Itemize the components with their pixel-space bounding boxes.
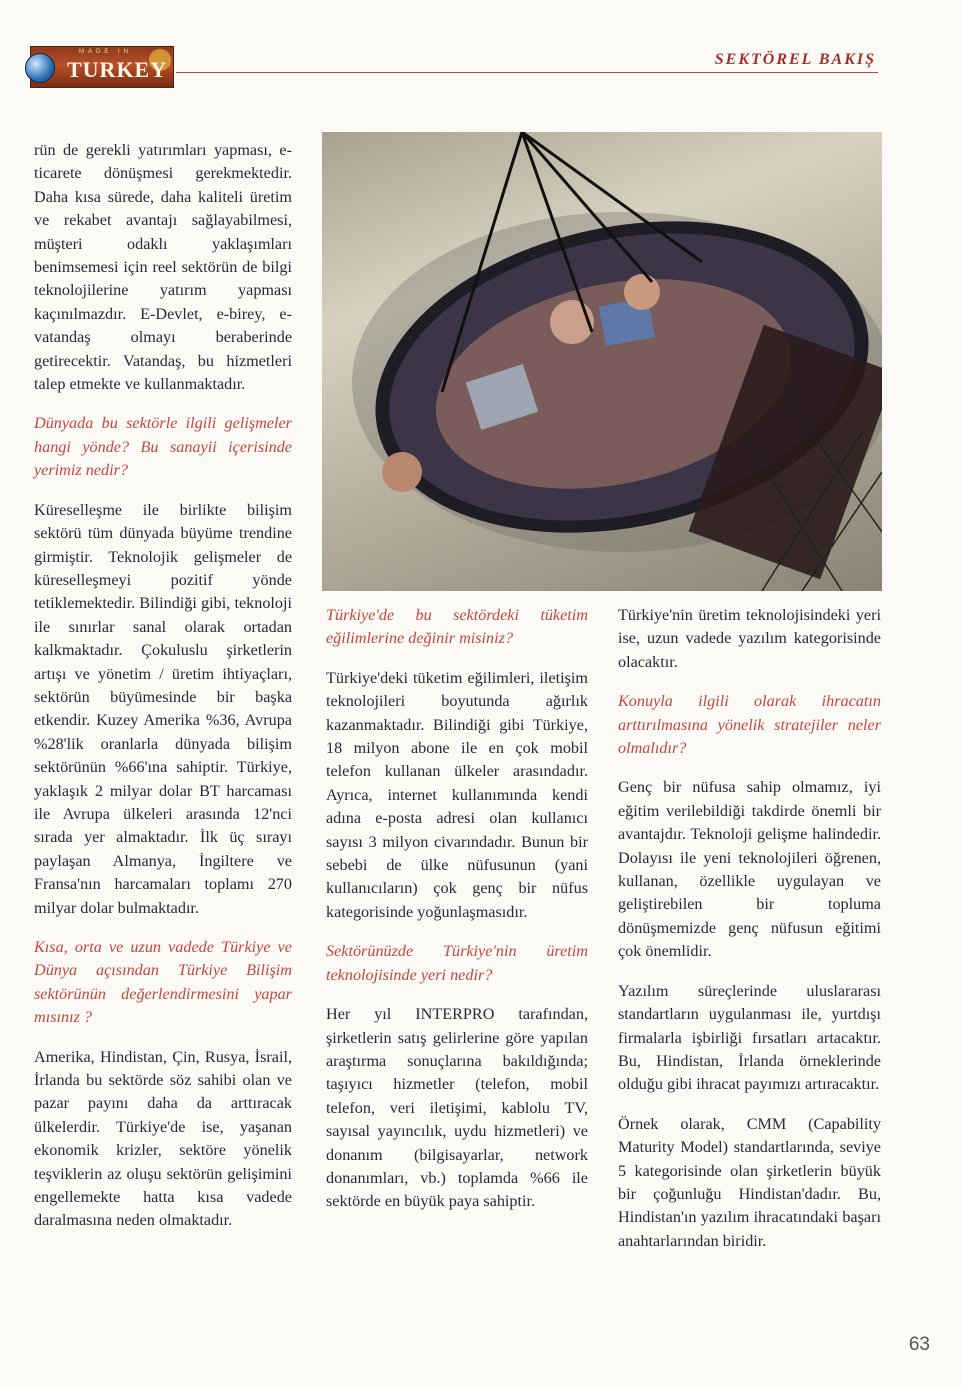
- column-right: [618, 604, 881, 1269]
- paragraph: Her yıl INTERPRO tarafından, şirketlerin satış gelirlerine göre yapılan araştırma sonuçlarına bakıldığında; taşıyıcı hizmetler (telefon, mobil telefon, veri iletişimi, kablolu TV, sayısal yayıncılık, uydu hizmetleri) ve donanım (bilgisayarlar, network donanımları, vb.) toplamda %66 ile sektörde en büyük paya sahiptir.: [326, 1005, 588, 1211]
- made-in-turkey-logo: [30, 46, 174, 88]
- paragraph: Yazılım süreçlerinde uluslararası standartların uygulanması ile, yurtdışı firmalarla işbirliği fırsatları artacaktır. Bu, Hindistan, İrlanda örneklerinde olduğu gibi ihracat payımızı artıracaktır.: [618, 981, 881, 1094]
- paragraph: Amerika, Hindistan, Çin, Rusya, İsrail, İrlanda bu sektörde söz sahibi olan ve pazar payını daha da arttıracak ülkelerdir. Türkiye'de ise, yaşanan ekonomik krizler, sektöre yönelik teşviklerin az oluşu sektörün gelişimini engellemekte hatta kısa vadede daralmasına neden olmaktadır.: [34, 1047, 292, 1230]
- interview-question: Sektörünüzde Türkiye'nin üretim teknolojisinde yeri nedir?: [326, 942, 588, 984]
- satellite-dish-photo: [322, 132, 882, 591]
- paragraph: Küreselleşme ile birlikte bilişim sektörü tüm dünyada büyüme trendine girmiştir. Teknolojik gelişmeler de küreselleşmeyi pozitif yönde tetiklemektedir. Bilindiği gibi, teknoloji ile sınırlar sanal olarak ortadan kalkmaktadır. Çokuluslu şirketlerin artışı ve yönetim / üretim ihtiyaçları, sektörün büyümesinde bir başka etkendir. Kuzey Amerika %36, Avrupa %28'lik oranlarla dünyada bilişim sektörünün %66'ına sahiptir. Türkiye, yaklaşık 2 milyar dolar BT harcaması ile Avrupa ülkeleri arasında 12'nci sırada yer almaktadır. İlk üç sırayı paylaşan Almanya, İngiltere ve Fransa'nın harcamaları toplamı 270 milyar dolar bulmaktadır.: [34, 500, 292, 917]
- section-title: SEKTÖREL BAKIŞ: [714, 51, 876, 68]
- paragraph: rün de gerekli yatırımları yapması, e-ticarete dönüşmesi gerekmektedir. Daha kısa sürede, daha kaliteli üretim ve rekabet avantajı sağlayabilmesi, müşteri odaklı yaklaşımları benimsemesi için reel sektörün de bilgi teknolojilerine yatırım yapması kaçınılmazdır. E-Devlet, e-birey, e-vatandaş olmayı beraberinde getirecektir. Vatandaş, bu hizmetleri talep etmekte ve kullanmaktadır.: [34, 141, 292, 394]
- paragraph: Örnek olarak, CMM (Capability Maturity Model) standartlarında, seviye 5 kategorisinde olan şirketlerin büyük bir çoğunluğu Hindistan'dadır. Bu, Hindistan'ın yazılım ihracatındaki başarı anahtarlarından biridir.: [618, 1114, 881, 1250]
- column-left: [34, 139, 292, 1249]
- logo-made-in: MADE IN: [79, 49, 133, 55]
- paragraph: Türkiye'deki tüketim eğilimleri, iletişim teknolojileri boyutunda ağırlık kazanmaktadır. Bilindiği gibi Türkiye, 18 milyon abone ile en çok mobil telefon kullanan ülkeler arasındadır. Ayrıca, internet kullanımında kendi adına e-posta adresi olan kullanıcı sayısı 3 milyon civarındadır. Bunun bir sebebi de ülke nüfusunun (yani kullanıcıların) çok genç bir nüfus kategorisinde yoğunlaşmasıdır.: [326, 668, 588, 921]
- interview-question: Türkiye'de bu sektördeki tüketim eğilimlerine değinir misiniz?: [326, 606, 588, 648]
- paragraph: Genç bir nüfusa sahip olmamız, iyi eğitim verilebildiği takdirde önemli bir avantajdır. Teknoloji gelişme halindedir. Dolayısı ile yeni teknolojileri öğrenen, kullanan, özellikle uygulayan ve geliştirebilen bir topluma dönüşmemizde genç nüfusun eğitimi çok önemlidir.: [618, 778, 881, 961]
- interview-question: Kısa, orta ve uzun vadede Türkiye ve Dünya açısından Türkiye Bilişim sektörünün değerlendirmesini yapar mısınız ?: [34, 938, 292, 1027]
- logo-wordmark: TURKEY: [67, 57, 168, 82]
- dish-illustration: [322, 132, 882, 591]
- globe-icon: [25, 53, 55, 83]
- header-rule: [176, 72, 878, 73]
- interview-question: Konuyla ilgili olarak ihracatın arttırılmasına yönelik stratejiler neler olmalıdır?: [618, 692, 881, 758]
- page-number: 63: [908, 1334, 930, 1355]
- paragraph: Türkiye'nin üretim teknolojisindeki yeri ise, uzun vadede yazılım kategorisinde olacaktır.: [618, 606, 881, 671]
- column-middle: [326, 604, 588, 1230]
- interview-question: Dünyada bu sektörle ilgili gelişmeler hangi yönde? Bu sanayii içerisinde yerimiz nedir?: [34, 414, 292, 480]
